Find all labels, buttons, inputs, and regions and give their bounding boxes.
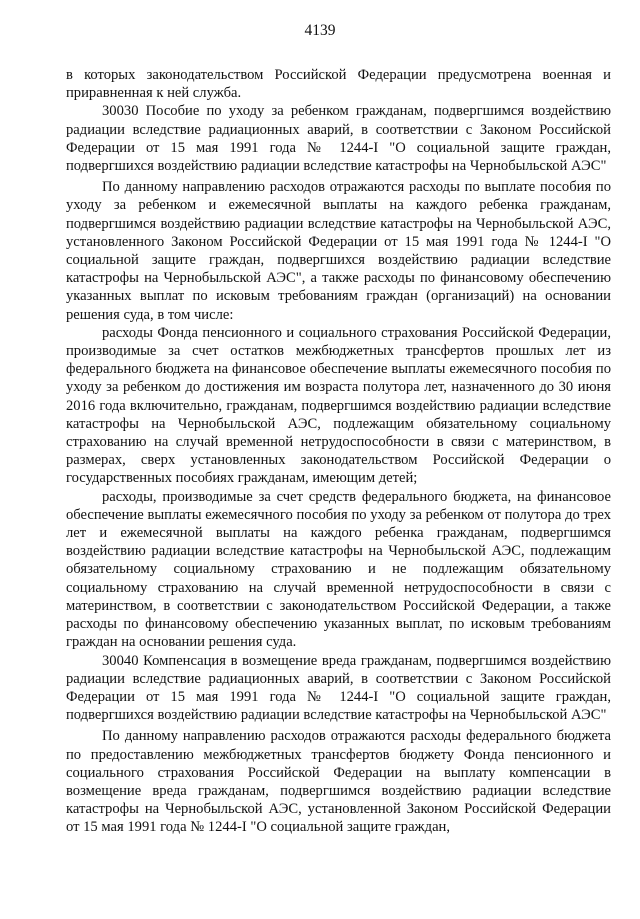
paragraph-fund-expenses: расходы Фонда пенсионного и социального страхования Российской Федерации, производимые за счет остатков межбюджетных трансфертов прошлых лет из федерального бюджета на финансовое обеспечение выплаты ежемесячного пособия по уходу за ребенком до достижения им возраста полутора лет, назначенного до 30 июня 2016 года включительно, гражданам, подвергшимся воздействию радиации вследствие катастрофы на Чернобыльской АЭС, подлежащим обязательному социальному страхованию на случай временной нетрудоспособности в связи с материнством, в размерах, сверх установленных законодательством Российской Федерации о государственных пособиях гражданам, имеющим детей;: [66, 324, 611, 487]
paragraph-continuation: в которых законодательством Российской Федерации предусмотрена военная и приравненная к ней служба.: [66, 67, 611, 102]
paragraph-30040-heading: 30040 Компенсация в возмещение вреда гражданам, подвергшимся воздействию радиации вследствие радиационных аварий, в соответствии с Законом Российской Федерации от 15 мая 1991 года № 1244-I "О социальной защите граждан, подвергшихся воздействию радиации вследствие катастрофы на Чернобыльской АЭС": [66, 652, 611, 724]
paragraph-30040-description: По данному направлению расходов отражаются расходы федерального бюджета по предоставлению межбюджетных трансфертов бюджету Фонда пенсионного и социального страхования Российской Федерации на выплату компенсации в возмещение вреда гражданам, подвергшимся воздействию радиации вследствие катастрофы на Чернобыльской АЭС, установленной Законом Российской Федерации от 15 мая 1991 года № 1244-I "О социальной защите граждан,: [66, 728, 611, 836]
paragraph-federal-expenses: расходы, производимые за счет средств федерального бюджета, на финансовое обеспечение выплаты ежемесячного пособия по уходу за ребенком от полутора до трех лет и ежемесячной выплаты на каждого ребенка гражданам, подвергшимся воздействию радиации вследствие катастрофы на Чернобыльской АЭС, подлежащим обязательному социальному страхованию и не подлежащим обязательному социальному страхованию на случай временной нетрудоспособности в связи с материнством, в соответствии с законодательством Российской Федерации, а также расходы по финансовому обеспечению указанных выплат, по исковым требованиям граждан на основании решения суда.: [66, 488, 611, 651]
paragraph-30030-heading: 30030 Пособие по уходу за ребенком гражданам, подвергшимся воздействию радиации вследствие радиационных аварий, в соответствии с Законом Российской Федерации от 15 мая 1991 года № 1244-I "О социальной защите граждан, подвергшихся воздействию радиации вследствие катастрофы на Чернобыльской АЭС": [66, 103, 611, 175]
document-body: [66, 66, 611, 837]
page-number: 4139: [304, 22, 336, 39]
paragraph-30030-description: По данному направлению расходов отражаются расходы по выплате пособия по уходу за ребенком и ежемесячной выплаты на каждого ребенка гражданам, подвергшимся воздействию радиации вследствие катастрофы на Чернобыльской АЭС, установленного Законом Российской Федерации от 15 мая 1991 года № 1244-I "О социальной защите граждан, подвергшихся воздействию радиации вследствие катастрофы на Чернобыльской АЭС", а также расходы по финансовому обеспечению указанных выплат по исковым требованиям граждан (организаций) на основании решения суда, в том числе:: [66, 179, 611, 323]
